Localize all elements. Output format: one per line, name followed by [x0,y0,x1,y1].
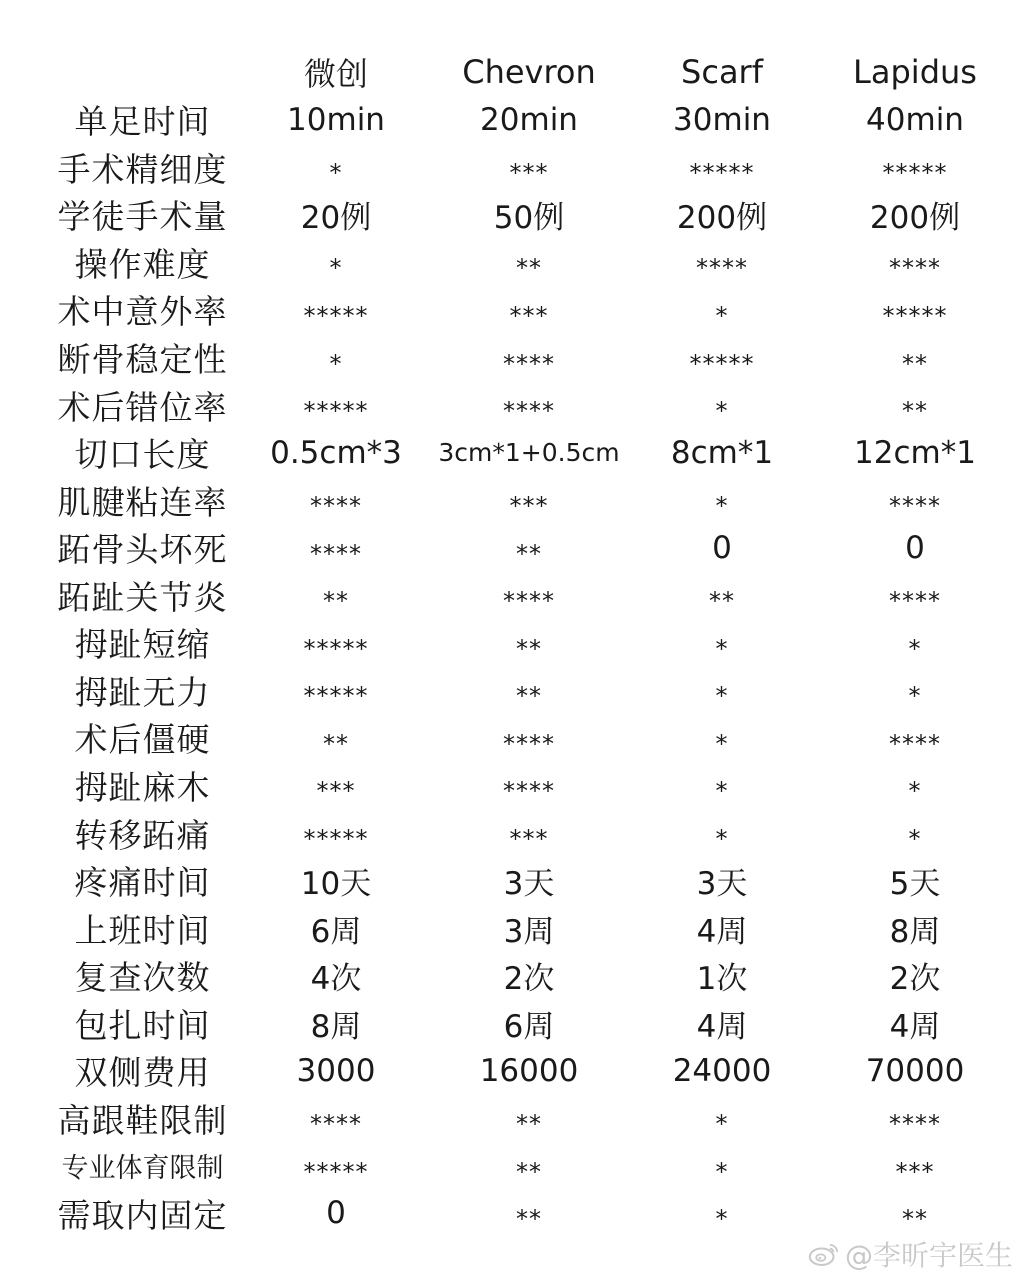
table-row [0,714,1020,762]
table-row [0,524,1020,572]
table-row [0,762,1020,810]
table-cell: 4周 [696,913,748,950]
table-row [0,572,1020,620]
column-header-chevron: Chevron [462,52,596,91]
table-cell: ***** [303,397,369,426]
row-label: 拇趾短缩 [74,625,211,665]
table-cell: 6周 [310,913,362,950]
table-cell: ** [516,1205,542,1234]
table-row [0,476,1020,524]
table-cell: ** [516,1157,542,1186]
table-row [0,381,1020,429]
table-cell: * [715,634,729,663]
table-cell: ** [902,349,928,378]
table-cell: ** [516,254,542,283]
table-row [0,667,1020,715]
column-header-minimally-invasive: 微创 [303,54,368,93]
table-header [0,48,1020,96]
watermark-text: @李昕宇医生 [844,1239,1013,1272]
table-cell: 2次 [503,961,555,998]
table-cell: ***** [303,825,369,853]
table-row [0,239,1020,287]
row-label: 转移跖痛 [74,815,211,855]
row-label: 复查次数 [74,958,211,998]
row-label: 跖趾关节炎 [57,577,228,617]
table-cell: * [715,1157,729,1186]
table-cell: *** [509,159,549,188]
table-row [0,904,1020,952]
table-cell: 16000 [479,1052,579,1089]
table-cell: 0 [326,1195,346,1232]
table-cell: ** [516,682,542,711]
table-cell: **** [503,349,555,378]
table-cell: 4次 [310,961,362,998]
table-cell: ***** [303,682,369,711]
table-cell: ***** [303,1157,369,1186]
table-cell: * [715,777,729,806]
table-cell: ***** [882,301,948,330]
table-cell: 3天 [696,866,748,903]
row-label: 跖骨头坏死 [57,530,228,570]
table-cell: ***** [303,301,369,330]
table-cell: **** [889,254,941,283]
table-cell: 3天 [503,866,555,903]
table-cell: **** [889,1110,941,1139]
table-row [0,96,1020,144]
table-cell: * [715,1205,729,1234]
row-label: 需取内固定 [57,1195,228,1235]
table-cell: 10天 [300,866,372,903]
table-cell: 200例 [676,200,768,237]
table-cell: *** [509,301,549,330]
table-cell: 24000 [672,1052,772,1089]
table-cell: *** [509,492,549,521]
table-cell: ***** [303,634,369,663]
row-label: 拇趾无力 [74,672,211,712]
table-cell: ***** [689,159,755,188]
table-cell: 6周 [503,1008,555,1045]
row-label: 断骨稳定性 [57,340,228,379]
table-cell: 20例 [300,200,372,237]
table-cell: *** [316,777,356,806]
table-cell: 8周 [310,1008,362,1045]
table-cell: 4周 [889,1008,941,1045]
table-cell: **** [696,254,748,283]
table-cell: ** [516,634,542,663]
table-cell: * [908,825,922,853]
table-cell: 3周 [503,913,555,950]
row-label: 术后僵硬 [74,720,211,760]
table-cell: 8cm*1 [670,434,774,471]
table-cell: ***** [689,349,755,378]
table-row [0,1190,1020,1238]
table-row [0,999,1020,1047]
table-cell: **** [889,587,941,616]
table-cell: ** [323,587,349,616]
table-cell: 4周 [696,1008,748,1045]
table-row [0,429,1020,477]
row-label: 学徒手术量 [57,197,228,237]
row-label: 术后错位率 [57,387,228,427]
row-label: 操作难度 [74,244,211,284]
table-cell: **** [889,492,941,521]
table-cell: ** [323,729,349,758]
table-cell: 0.5cm*3 [270,434,402,471]
table-cell: **** [503,587,555,616]
table-row [0,1095,1020,1143]
table-cell: 1次 [696,961,748,998]
table-cell: 8周 [889,913,941,950]
table-cell: **** [889,729,941,758]
table-cell: ** [709,587,735,616]
table-cell: ***** [882,159,948,188]
row-label: 拇趾麻木 [74,767,211,807]
table-cell: 0 [712,529,732,566]
table-row [0,144,1020,192]
table-cell: **** [310,1110,362,1139]
table-cell: ** [902,1205,928,1234]
table-cell: 2次 [889,961,941,998]
table-cell: *** [895,1157,935,1186]
table-cell: 20min [480,101,578,138]
table-row [0,191,1020,239]
table-cell: **** [503,777,555,806]
table-cell: 70000 [865,1052,965,1089]
table-cell: **** [503,397,555,426]
table-cell: * [715,492,729,521]
weibo-icon [808,1241,839,1267]
table-row [0,1142,1020,1190]
table-cell: * [908,777,922,806]
table-cell: **** [310,539,362,568]
table-cell: * [908,682,922,711]
row-label: 高跟鞋限制 [57,1100,228,1140]
table-cell: * [715,682,729,711]
table-cell: * [715,825,729,853]
table-cell: * [715,1110,729,1139]
column-header-lapidus: Lapidus [853,52,977,91]
table-cell: 200例 [869,200,961,237]
table-cell: * [329,159,343,188]
table-cell: * [715,397,729,426]
row-label: 包扎时间 [74,1005,211,1045]
table-row [0,809,1020,857]
row-label: 疼痛时间 [74,863,211,903]
table-cell: ** [516,539,542,568]
table-cell: 12cm*1 [854,434,976,471]
table-cell: * [329,349,343,378]
table-cell: * [908,634,922,663]
table-row [0,952,1020,1000]
table-cell: 3000 [296,1052,376,1089]
table-cell: **** [310,492,362,521]
row-label: 双侧费用 [74,1053,211,1093]
table-cell: 30min [673,101,771,138]
table-row [0,334,1020,382]
row-label: 单足时间 [74,102,211,142]
row-label: 手术精细度 [57,149,228,189]
table-cell: 5天 [889,866,941,903]
row-label: 术中意外率 [57,292,228,332]
table-row [0,1047,1020,1095]
table-cell: * [715,301,729,330]
row-label: 上班时间 [74,910,211,950]
table-cell: ** [902,397,928,426]
watermark [808,1234,1013,1274]
table-cell: * [329,254,343,283]
table-row [0,619,1020,667]
table-cell: ** [516,1110,542,1139]
table-cell: 50例 [493,200,565,237]
table-cell: * [715,729,729,758]
table-cell: 3cm*1+0.5cm [438,438,620,468]
row-label: 切口长度 [74,435,211,475]
table-cell: 0 [905,529,925,566]
row-label: 专业体育限制 [61,1153,224,1185]
table-row [0,857,1020,905]
row-label: 肌腱粘连率 [57,482,228,522]
table-cell: 40min [866,101,964,138]
column-header-scarf: Scarf [681,52,763,91]
table-cell: *** [509,825,549,853]
table-row [0,286,1020,334]
table-cell: 10min [287,101,385,138]
table-cell: **** [503,729,555,758]
